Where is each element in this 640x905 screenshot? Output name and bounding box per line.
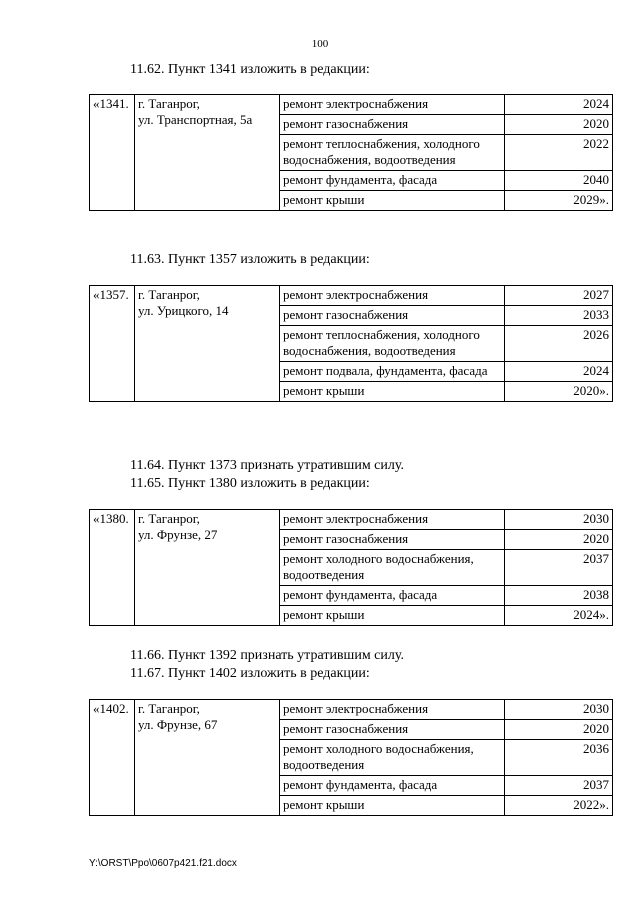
- work-type: ремонт газоснабжения: [280, 115, 505, 135]
- file-path-footer: Y:\ORST\Ppo\0607p421.f21.docx: [89, 858, 237, 869]
- work-type: ремонт крыши: [280, 606, 505, 626]
- work-year: 2037: [505, 776, 613, 796]
- work-type: ремонт теплоснабжения, холодного водоснабжения, водоотведения: [280, 326, 505, 362]
- item-number: «1357.: [90, 286, 135, 402]
- section-note: 11.66. Пункт 1392 признать утратившим силу.: [130, 648, 404, 663]
- work-type: ремонт холодного водоснабжения, водоотведения: [280, 550, 505, 586]
- section-heading: 11.65. Пункт 1380 изложить в редакции:: [130, 476, 370, 491]
- work-type: ремонт крыши: [280, 796, 505, 816]
- address-cell: [135, 286, 280, 402]
- work-year: 2029».: [505, 191, 613, 211]
- work-type: ремонт подвала, фундамента, фасада: [280, 362, 505, 382]
- section-heading: 11.63. Пункт 1357 изложить в редакции:: [130, 252, 370, 267]
- address-city: г. Таганрог,: [138, 511, 200, 526]
- table-row: [90, 700, 613, 720]
- work-type: ремонт электроснабжения: [280, 286, 505, 306]
- work-type: ремонт фундамента, фасада: [280, 586, 505, 606]
- work-type: ремонт электроснабжения: [280, 700, 505, 720]
- work-year: 2038: [505, 586, 613, 606]
- work-year: 2036: [505, 740, 613, 776]
- work-year: 2022: [505, 135, 613, 171]
- table-row: [90, 95, 613, 115]
- work-year: 2020: [505, 115, 613, 135]
- amendment-table-1357: [89, 285, 613, 402]
- work-year: 2020: [505, 530, 613, 550]
- work-type: ремонт газоснабжения: [280, 530, 505, 550]
- table-row: [90, 510, 613, 530]
- work-year: 2030: [505, 510, 613, 530]
- address-cell: [135, 700, 280, 816]
- work-year: 2026: [505, 326, 613, 362]
- work-year: 2027: [505, 286, 613, 306]
- work-type: ремонт газоснабжения: [280, 306, 505, 326]
- address-street: ул. Фрунзе, 67: [138, 717, 218, 732]
- address-city: г. Таганрог,: [138, 287, 200, 302]
- work-type: ремонт крыши: [280, 191, 505, 211]
- address-street: ул. Урицкого, 14: [138, 303, 229, 318]
- address-street: ул. Транспортная, 5а: [138, 112, 253, 127]
- work-year: 2040: [505, 171, 613, 191]
- address-cell: [135, 510, 280, 626]
- work-year: 2022».: [505, 796, 613, 816]
- work-type: ремонт теплоснабжения, холодного водоснабжения, водоотведения: [280, 135, 505, 171]
- page-number: 100: [311, 38, 329, 50]
- table-row: [90, 286, 613, 306]
- work-type: ремонт фундамента, фасада: [280, 776, 505, 796]
- work-year: 2024: [505, 95, 613, 115]
- work-type: ремонт холодного водоснабжения, водоотведения: [280, 740, 505, 776]
- item-number: «1402.: [90, 700, 135, 816]
- address-street: ул. Фрунзе, 27: [138, 527, 218, 542]
- work-type: ремонт газоснабжения: [280, 720, 505, 740]
- address-city: г. Таганрог,: [138, 701, 200, 716]
- work-year: 2024: [505, 362, 613, 382]
- work-year: 2024».: [505, 606, 613, 626]
- amendment-table-1380: [89, 509, 613, 626]
- work-year: 2020».: [505, 382, 613, 402]
- address-city: г. Таганрог,: [138, 96, 200, 111]
- work-year: 2020: [505, 720, 613, 740]
- work-type: ремонт электроснабжения: [280, 95, 505, 115]
- section-note: 11.64. Пункт 1373 признать утратившим силу.: [130, 458, 404, 473]
- work-type: ремонт крыши: [280, 382, 505, 402]
- item-number: «1341.: [90, 95, 135, 211]
- item-number: «1380.: [90, 510, 135, 626]
- work-year: 2037: [505, 550, 613, 586]
- section-heading: 11.67. Пункт 1402 изложить в редакции:: [130, 666, 370, 681]
- work-type: ремонт фундамента, фасада: [280, 171, 505, 191]
- work-year: 2033: [505, 306, 613, 326]
- amendment-table-1402: [89, 699, 613, 816]
- work-year: 2030: [505, 700, 613, 720]
- section-heading: 11.62. Пункт 1341 изложить в редакции:: [130, 62, 370, 77]
- work-type: ремонт электроснабжения: [280, 510, 505, 530]
- address-cell: [135, 95, 280, 211]
- amendment-table-1341: [89, 94, 613, 211]
